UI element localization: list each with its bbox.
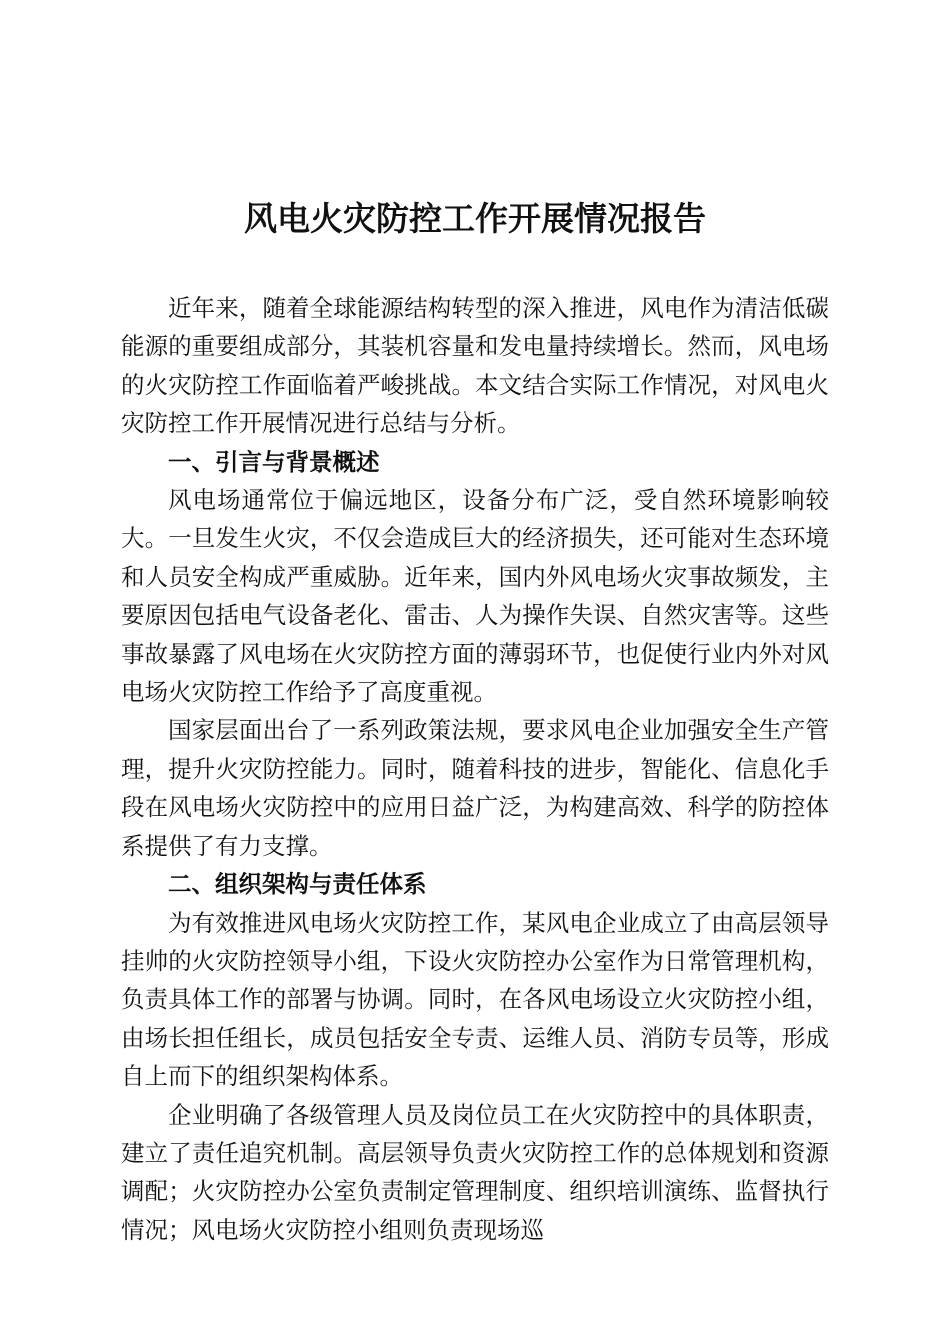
section-1-paragraph-1: 风电场通常位于偏远地区，设备分布广泛，受自然环境影响较大。一旦发生火灾，不仅会造成巨大的经济损失，还可能对生态环境和人员安全构成严重威胁。近年来，国内外风电场火灾事故频发，主要原因包括电气设备老化、雷击、人为操作失误、自然灾害等。这些事故暴露了风电场在火灾防控方面的薄弱环节，也促使行业内外对风电场火灾防控工作给予了高度重视。 [121, 486, 829, 707]
section-1-paragraph-2: 国家层面出台了一系列政策法规，要求风电企业加强安全生产管理，提升火灾防控能力。同时，随着科技的进步，智能化、信息化手段在风电场火灾防控中的应用日益广泛，为构建高效、科学的防控体系提供了有力支撑。 [121, 716, 829, 860]
section-heading-2: 二、组织架构与责任体系 [168, 870, 427, 899]
section-2-paragraph-1: 为有效推进风电场火灾防控工作，某风电企业成立了由高层领导挂帅的火灾防控领导小组，下设火灾防控办公室作为日常管理机构，负责具体工作的部署与协调。同时，在各风电场设立火灾防控小组，由场长担任组长，成员包括安全专责、运维人员、消防专员等，形成自上而下的组织架构体系。 [121, 908, 829, 1091]
section-2-paragraph-2: 企业明确了各级管理人员及岗位员工在火灾防控中的具体职责，建立了责任追究机制。高层领导负责火灾防控工作的总体规划和资源调配；火灾防控办公室负责制定管理制度、组织培训演练、监督执行情况；风电场火灾防控小组则负责现场巡 [121, 1100, 829, 1244]
intro-paragraph: 近年来，随着全球能源结构转型的深入推进，风电作为清洁低碳能源的重要组成部分，其装机容量和发电量持续增长。然而，风电场的火灾防控工作面临着严峻挑战。本文结合实际工作情况，对风电火灾防控工作开展情况进行总结与分析。 [121, 294, 829, 438]
document-title: 风电火灾防控工作开展情况报告 [244, 199, 706, 238]
section-heading-1: 一、引言与背景概述 [168, 447, 380, 476]
document-body [121, 289, 829, 1249]
